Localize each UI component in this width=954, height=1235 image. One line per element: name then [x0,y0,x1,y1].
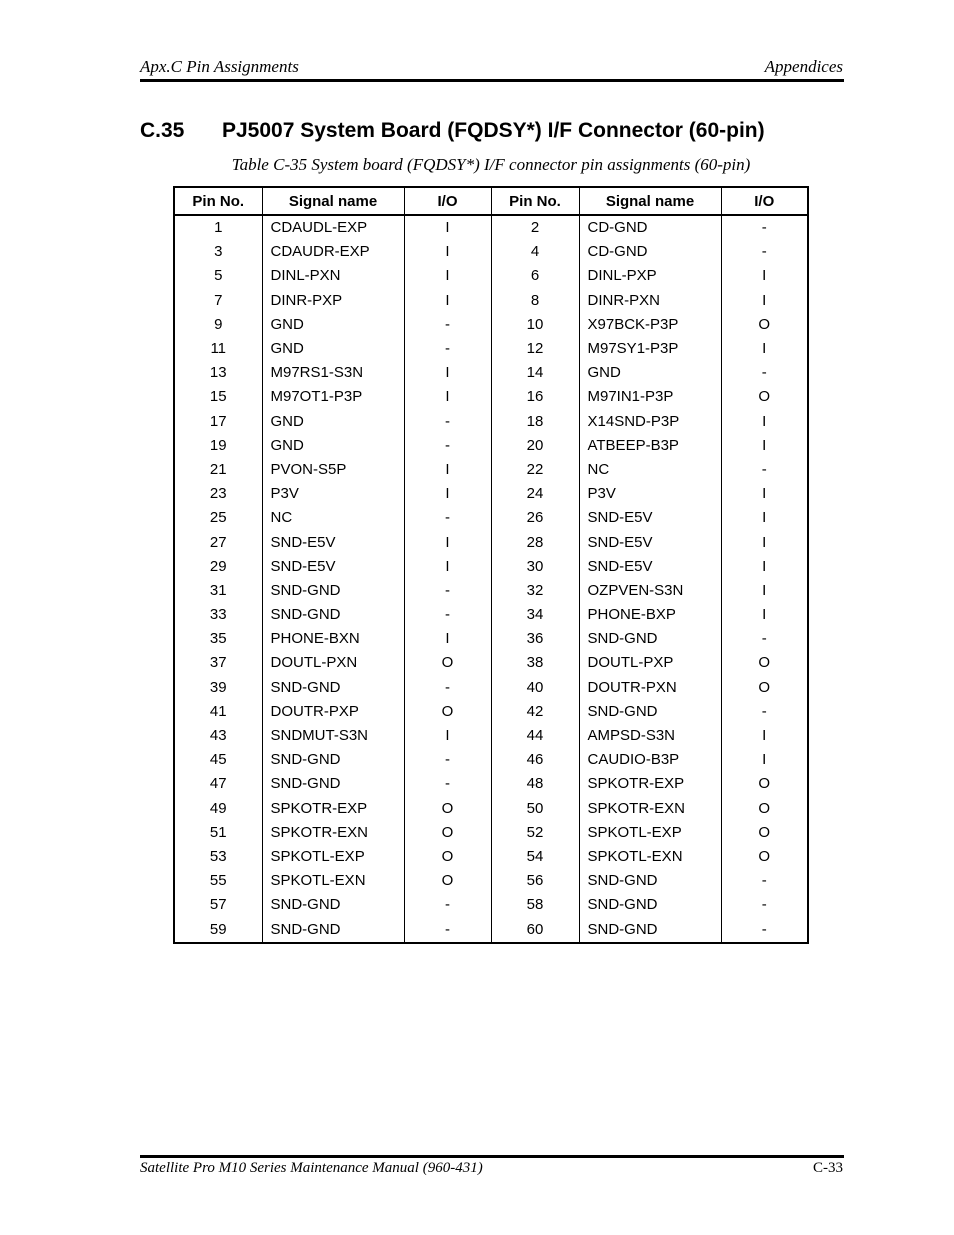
pin-number-cell: 22 [491,458,579,482]
pin-number-cell: 43 [209,727,227,745]
io-cell: O [721,385,808,409]
io-cell: - [721,917,808,942]
signal-name-cell: DINL-PXP [579,264,721,288]
table-row [174,579,808,603]
io-cell: - [404,337,491,361]
io-cell: O [404,700,491,724]
signal-name-cell: AMPSD-S3N [579,724,721,748]
pin-number-cell: 15 [209,388,227,406]
table-row [174,603,808,627]
section-number: C.35 [140,119,185,142]
io-cell: O [721,797,808,821]
io-cell: - [721,361,808,385]
pin-number-cell: 9 [214,315,223,333]
io-cell: - [404,676,491,700]
column-header: Pin No. [491,187,579,215]
pin-number-cell: 30 [491,555,579,579]
pin-number-cell: 51 [209,823,227,841]
table-row [174,748,808,772]
signal-name-cell: SND-GND [262,917,404,942]
signal-name-cell: PHONE-BXP [579,603,721,627]
io-cell: - [721,869,808,893]
io-cell: O [721,821,808,845]
table-row [174,700,808,724]
io-cell: I [721,289,808,313]
pin-number-cell: 4 [491,240,579,264]
io-cell: I [404,724,491,748]
page-footer [140,1160,843,1180]
pin-number-cell: 14 [491,361,579,385]
pin-number-cell: 3 [214,243,223,261]
signal-name-cell: SND-GND [262,748,404,772]
column-header: Signal name [262,187,404,215]
pin-number-cell: 29 [209,557,227,575]
io-cell: I [721,530,808,554]
io-cell: I [721,555,808,579]
signal-name-cell: SND-GND [262,772,404,796]
signal-name-cell: M97OT1-P3P [262,385,404,409]
signal-name-cell: SND-GND [579,917,721,942]
column-header: I/O [404,187,491,215]
pin-number-cell: 34 [491,603,579,627]
pin-number-cell: 58 [491,893,579,917]
pin-number-cell: 25 [209,509,227,527]
pin-number-cell: 20 [491,434,579,458]
pin-number-cell: 57 [209,896,227,914]
pin-number-cell: 36 [491,627,579,651]
footer-page-number: C-33 [813,1160,843,1176]
signal-name-cell: NC [262,506,404,530]
pin-number-cell: 32 [491,579,579,603]
pin-number-cell: 17 [209,412,227,430]
header-chapter: Apx.C Pin Assignments [140,57,299,76]
pin-number-cell: 7 [214,291,223,309]
pin-number-cell: 45 [209,751,227,769]
signal-name-cell: M97SY1-P3P [579,337,721,361]
pin-number-cell: 53 [209,847,227,865]
signal-name-cell: X14SND-P3P [579,410,721,434]
table-row [174,893,808,917]
io-cell: - [721,458,808,482]
signal-name-cell: P3V [262,482,404,506]
signal-name-cell: CAUDIO-B3P [579,748,721,772]
table-caption: Table C-35 System board (FQDSY*) I/F connector pin assignments (60-pin) [231,155,751,174]
io-cell: I [404,215,491,240]
pin-number-cell: 39 [209,678,227,696]
io-cell: I [404,289,491,313]
io-cell: I [404,627,491,651]
signal-name-cell: CD-GND [579,240,721,264]
signal-name-cell: M97IN1-P3P [579,385,721,409]
footer-manual-title: Satellite Pro M10 Series Maintenance Manual (960-431) [140,1160,483,1176]
io-cell: - [404,313,491,337]
table-row [174,530,808,554]
io-cell: O [721,313,808,337]
signal-name-cell: SND-GND [579,627,721,651]
table-row [174,797,808,821]
pin-number-cell: 27 [209,533,227,551]
pin-number-cell: 10 [491,313,579,337]
signal-name-cell: DINR-PXN [579,289,721,313]
io-cell: I [721,482,808,506]
signal-name-cell: DOUTL-PXP [579,651,721,675]
signal-name-cell: SPKOTR-EXP [262,797,404,821]
io-cell: O [404,797,491,821]
signal-name-cell: SNDMUT-S3N [262,724,404,748]
io-cell: - [721,700,808,724]
pin-number-cell: 46 [491,748,579,772]
io-cell: - [404,506,491,530]
io-cell: I [721,506,808,530]
pin-number-cell: 11 [210,340,227,358]
column-header: Signal name [579,187,721,215]
section-heading [140,119,765,143]
pin-number-cell: 52 [491,821,579,845]
signal-name-cell: SPKOTL-EXN [579,845,721,869]
signal-name-cell: DOUTR-PXP [262,700,404,724]
pin-number-cell: 6 [491,264,579,288]
io-cell: - [404,434,491,458]
signal-name-cell: NC [579,458,721,482]
signal-name-cell: SND-GND [579,700,721,724]
pin-number-cell: 1 [214,219,223,237]
table-row [174,555,808,579]
pin-number-cell: 24 [491,482,579,506]
signal-name-cell: CDAUDR-EXP [262,240,404,264]
pin-number-cell: 41 [209,702,227,720]
pin-number-cell: 54 [491,845,579,869]
pin-number-cell: 55 [209,872,227,890]
io-cell: O [721,845,808,869]
io-cell: I [721,748,808,772]
pin-assignment-table [173,186,809,944]
pin-number-cell: 44 [491,724,579,748]
pin-number-cell: 56 [491,869,579,893]
signal-name-cell: SPKOTR-EXP [579,772,721,796]
table-row [174,385,808,409]
column-header: I/O [721,187,808,215]
header-section: Appendices [764,57,843,76]
pin-number-cell: 48 [491,772,579,796]
table-row [174,434,808,458]
table-row [174,869,808,893]
signal-name-cell: P3V [579,482,721,506]
pin-number-cell: 13 [209,364,227,382]
signal-name-cell: SND-E5V [579,506,721,530]
signal-name-cell: OZPVEN-S3N [579,579,721,603]
io-cell: I [721,264,808,288]
table-row [174,313,808,337]
signal-name-cell: SND-GND [579,869,721,893]
signal-name-cell: M97RS1-S3N [262,361,404,385]
signal-name-cell: PVON-S5P [262,458,404,482]
pin-number-cell: 37 [209,654,227,672]
table-row [174,215,808,240]
table-row [174,458,808,482]
table-row [174,289,808,313]
signal-name-cell: SND-E5V [579,555,721,579]
signal-name-cell: CD-GND [579,215,721,240]
io-cell: I [404,240,491,264]
pin-number-cell: 21 [209,460,227,478]
io-cell: O [404,821,491,845]
signal-name-cell: GND [579,361,721,385]
pin-number-cell: 49 [209,799,227,817]
table-row [174,361,808,385]
signal-name-cell: GND [262,410,404,434]
signal-name-cell: PHONE-BXN [262,627,404,651]
pin-number-cell: 60 [491,917,579,942]
table-row [174,772,808,796]
io-cell: I [721,603,808,627]
signal-name-cell: SPKOTL-EXN [262,869,404,893]
column-header: Pin No. [174,187,262,215]
table-row [174,240,808,264]
table-row [174,337,808,361]
table-row [174,917,808,942]
io-cell: I [404,482,491,506]
pin-number-cell: 5 [214,267,223,285]
io-cell: - [404,772,491,796]
signal-name-cell: DINR-PXP [262,289,404,313]
io-cell: - [721,215,808,240]
table-row [174,676,808,700]
footer-rule [140,1155,844,1158]
io-cell: - [721,627,808,651]
io-cell: I [404,385,491,409]
signal-name-cell: SPKOTR-EXN [262,821,404,845]
signal-name-cell: GND [262,313,404,337]
table-row [174,845,808,869]
io-cell: - [721,240,808,264]
pin-number-cell: 8 [491,289,579,313]
signal-name-cell: SND-E5V [579,530,721,554]
io-cell: O [404,845,491,869]
io-cell: I [721,337,808,361]
signal-name-cell: DINL-PXN [262,264,404,288]
io-cell: O [404,869,491,893]
signal-name-cell: SPKOTL-EXP [262,845,404,869]
pin-number-cell: 23 [209,485,227,503]
table-row [174,506,808,530]
signal-name-cell: SND-GND [262,579,404,603]
pin-number-cell: 59 [209,920,227,938]
signal-name-cell: DOUTL-PXN [262,651,404,675]
pin-number-cell: 18 [491,410,579,434]
signal-name-cell: SND-E5V [262,555,404,579]
pin-number-cell: 42 [491,700,579,724]
io-cell: - [404,748,491,772]
io-cell: I [721,410,808,434]
section-title: PJ5007 System Board (FQDSY*) I/F Connector (60-pin) [222,119,765,142]
table-row [174,651,808,675]
io-cell: O [404,651,491,675]
io-cell: O [721,772,808,796]
pin-number-cell: 28 [491,530,579,554]
io-cell: I [404,361,491,385]
pin-number-cell: 16 [491,385,579,409]
io-cell: - [404,410,491,434]
signal-name-cell: SPKOTL-EXP [579,821,721,845]
io-cell: - [404,603,491,627]
signal-name-cell: SND-GND [262,676,404,700]
signal-name-cell: GND [262,337,404,361]
io-cell: I [404,530,491,554]
pin-number-cell: 33 [209,606,227,624]
io-cell: I [721,579,808,603]
io-cell: I [404,555,491,579]
io-cell: - [404,893,491,917]
header-rule [140,79,844,82]
table-row [174,410,808,434]
table-row [174,821,808,845]
io-cell: - [404,917,491,942]
signal-name-cell: CDAUDL-EXP [262,215,404,240]
pin-number-cell: 26 [491,506,579,530]
pin-number-cell: 2 [491,215,579,240]
signal-name-cell: SPKOTR-EXN [579,797,721,821]
signal-name-cell: ATBEEP-B3P [579,434,721,458]
pin-number-cell: 40 [491,676,579,700]
pin-number-cell: 12 [491,337,579,361]
io-cell: - [404,579,491,603]
table-row [174,482,808,506]
signal-name-cell: GND [262,434,404,458]
pin-number-cell: 31 [209,581,227,599]
io-cell: O [721,676,808,700]
signal-name-cell: DOUTR-PXN [579,676,721,700]
pin-number-cell: 19 [209,436,227,454]
signal-name-cell: SND-GND [262,893,404,917]
signal-name-cell: X97BCK-P3P [579,313,721,337]
pin-number-cell: 35 [209,630,227,648]
io-cell: I [721,434,808,458]
table-body [174,215,808,943]
io-cell: I [404,264,491,288]
signal-name-cell: SND-GND [262,603,404,627]
signal-name-cell: SND-GND [579,893,721,917]
pin-number-cell: 50 [491,797,579,821]
pin-number-cell: 38 [491,651,579,675]
table-header-row [174,187,808,215]
io-cell: I [404,458,491,482]
page-header [140,56,843,80]
io-cell: O [721,651,808,675]
table-row [174,264,808,288]
io-cell: I [721,724,808,748]
pin-number-cell: 47 [209,775,227,793]
io-cell: - [721,893,808,917]
table-row [174,724,808,748]
signal-name-cell: SND-E5V [262,530,404,554]
table-row [174,627,808,651]
